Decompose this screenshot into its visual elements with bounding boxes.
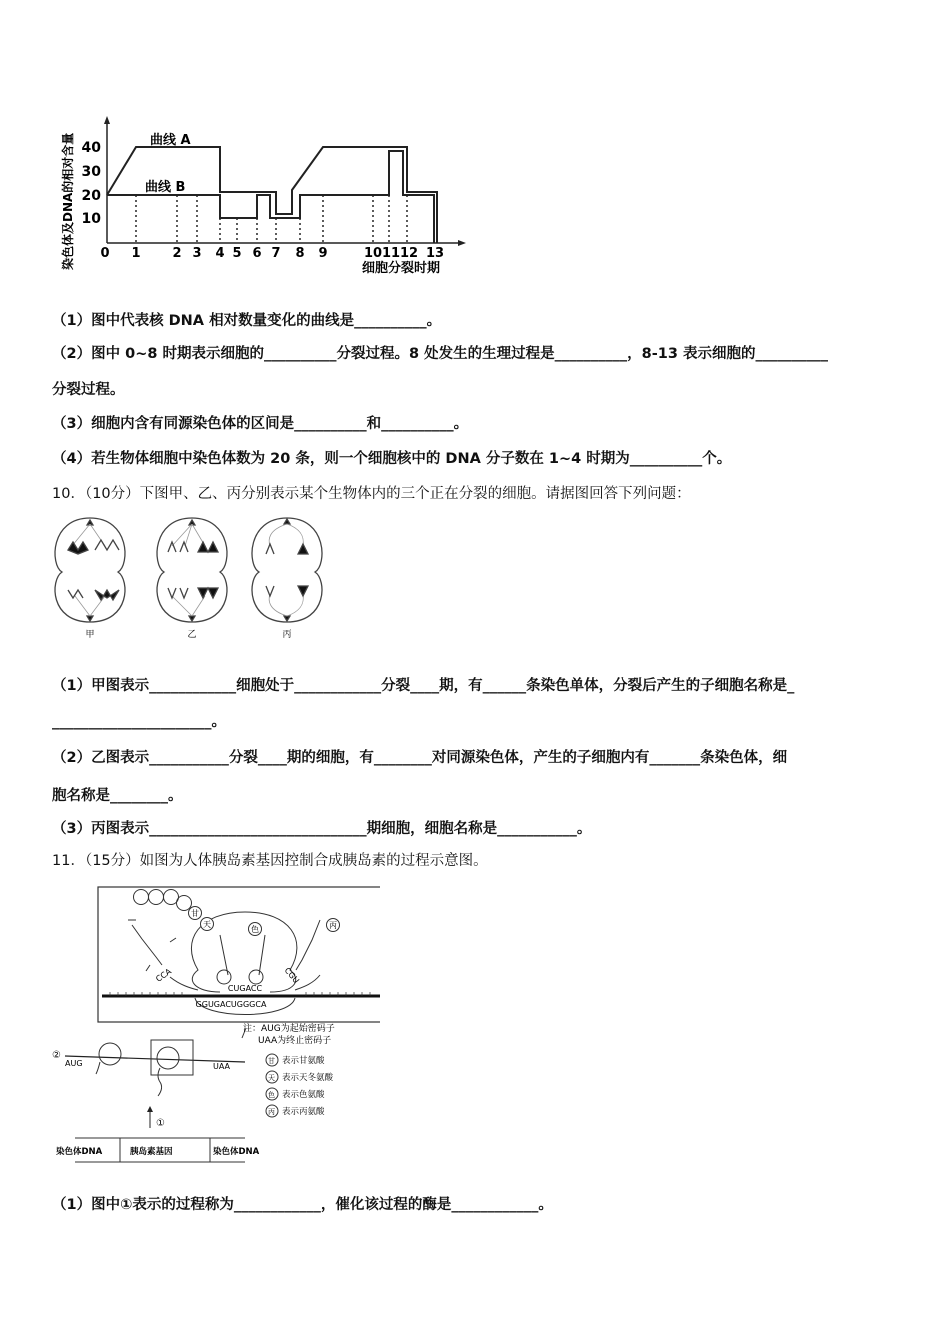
label-2: ②	[52, 1050, 61, 1061]
q9-part2: （2）图中 0~8 时期表示细胞的__________分裂过程。8 处发生的生理过程是__________，8-13 表示细胞的__________	[52, 346, 828, 362]
q11-part1: （1）图中①表示的过程称为____________，催化该过程的酶是____________。	[52, 1197, 553, 1213]
legend	[266, 1054, 334, 1117]
cell-bing	[252, 518, 322, 622]
q10-header: 10．（10分）下图甲、乙、丙分别表示某个生物体内的三个正在分裂的细胞。请据图回答下列问题：	[52, 486, 691, 502]
x-tick: 5	[232, 246, 242, 261]
legend-amino: 丙	[268, 1108, 275, 1116]
note-stop-codon: UAA为终止密码子	[258, 1036, 332, 1046]
y-tick: 30	[81, 164, 101, 180]
anticodon-right: CGU	[282, 965, 301, 986]
cell-jia	[55, 518, 125, 622]
amino-bing: 丙	[329, 921, 337, 930]
curve-b-label: 曲线 B	[145, 180, 186, 195]
label-1: ①	[156, 1118, 165, 1129]
q10-part3: （3）丙图表示______________________________期细胞，细胞名称是___________。	[52, 821, 592, 837]
q10-part2: （2）乙图表示___________分裂____期的细胞，有________对同源染色体，产生的子细胞内有_______条染色体，细	[52, 750, 788, 766]
x-tick: 9	[318, 246, 328, 261]
cell-label-yi: 乙	[187, 630, 197, 640]
x-tick: 3	[192, 246, 202, 261]
legend-item: 表示天冬氨酸	[282, 1073, 334, 1083]
legend-amino: 天	[268, 1074, 275, 1082]
dividing-cells-figure	[40, 510, 340, 650]
mrna-sequence: GGUGACUGGGCA	[195, 1000, 267, 1009]
x-tick: 0	[100, 246, 110, 261]
x-tick: 2	[172, 246, 182, 261]
q9-part4: （4）若生物体细胞中染色体数为 20 条，则一个细胞核中的 DNA 分子数在 1~4 时期为__________个。	[52, 451, 732, 467]
legend-item: 表示色氨酸	[282, 1090, 325, 1100]
y-tick: 40	[81, 140, 101, 156]
y-ticks	[82, 140, 102, 227]
note-start-codon: 注：AUG为起始密码子	[243, 1024, 335, 1034]
anticodon-left: CCA	[154, 966, 173, 984]
x-axis-label: 细胞分裂时期	[362, 261, 441, 276]
q10-part1: （1）甲图表示____________细胞处于____________分裂____期，有______条染色单体，分裂后产生的子细胞名称是_	[52, 678, 795, 694]
x-tick: 11	[381, 246, 401, 261]
curve-b	[107, 151, 434, 243]
q9-part2-cont: 分裂过程。	[52, 382, 125, 398]
q10-part1-cont: ______________________。	[52, 714, 226, 730]
y-tick: 20	[81, 188, 101, 204]
x-tick: 4	[215, 246, 225, 261]
cell-yi	[157, 518, 227, 622]
x-tick: 12	[399, 246, 419, 261]
x-tick: 1	[131, 246, 141, 261]
legend-item: 表示丙氨酸	[282, 1107, 325, 1117]
cell-label-jia: 甲	[85, 630, 95, 640]
cell-label-bing: 丙	[282, 630, 292, 640]
stop-codon: UAA	[213, 1062, 231, 1071]
q10-part2-cont: 胞名称是________。	[52, 788, 183, 804]
insulin-translation-figure	[50, 880, 380, 1170]
q9-part3: （3）细胞内含有同源染色体的区间是__________和__________。	[52, 416, 469, 432]
dna-segment-gene: 胰岛素基因	[130, 1147, 173, 1157]
y-axis-label: 染色体及DNA的相对含量	[61, 132, 75, 270]
x-ticks	[100, 246, 444, 261]
q9-part1: （1）图中代表核 DNA 相对数量变化的曲线是__________。	[52, 313, 442, 329]
x-tick: 8	[295, 246, 305, 261]
amino-se: 色	[251, 925, 259, 934]
x-tick: 10	[363, 246, 383, 261]
chromosome-dna-chart	[50, 100, 470, 280]
dna-segment-right: 染色体DNA	[213, 1147, 260, 1157]
y-tick: 10	[81, 211, 101, 227]
legend-amino: 色	[268, 1091, 275, 1099]
amino-gan: 甘	[191, 909, 199, 918]
anticodon-mid: CUGACC	[227, 984, 263, 993]
curve-a-label: 曲线 A	[150, 133, 191, 148]
x-tick: 6	[252, 246, 262, 261]
amino-tian: 天	[203, 920, 211, 929]
legend-amino: 甘	[268, 1057, 275, 1065]
q11-header: 11．（15分）如图为人体胰岛素基因控制合成胰岛素的过程示意图。	[52, 853, 488, 869]
legend-item: 表示甘氨酸	[282, 1056, 325, 1066]
dna-segment-left: 染色体DNA	[56, 1147, 103, 1157]
x-tick: 7	[271, 246, 281, 261]
start-codon: AUG	[65, 1059, 83, 1068]
x-tick: 13	[425, 246, 445, 261]
